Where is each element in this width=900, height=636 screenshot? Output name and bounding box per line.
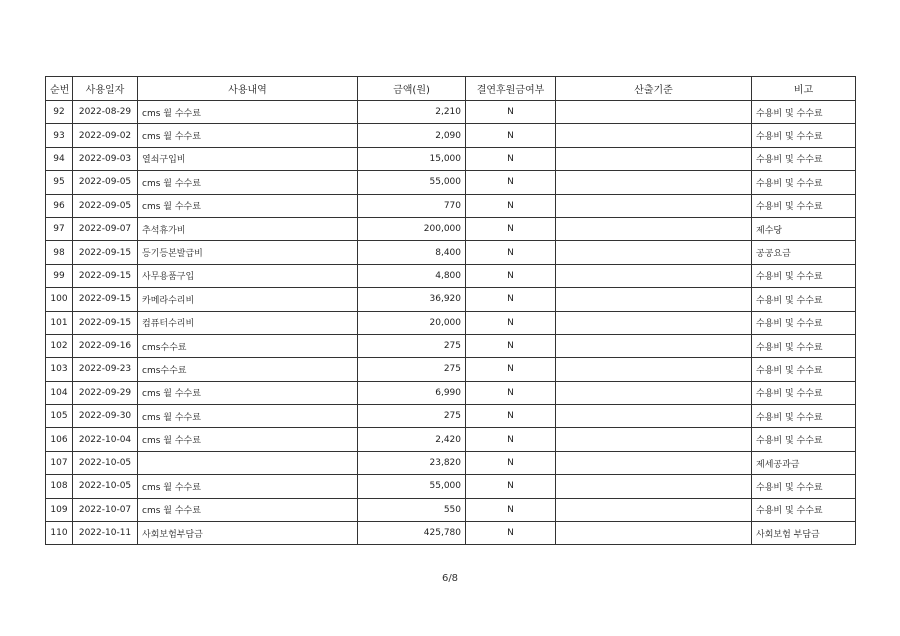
table-row: [46, 358, 856, 381]
row-basis: [556, 288, 752, 311]
row-number: 102: [46, 334, 73, 357]
row-basis: [556, 264, 752, 287]
row-number: 105: [46, 405, 73, 428]
row-sponsorship-flag: N: [466, 264, 556, 287]
row-note: 수용비 및 수수료: [752, 264, 856, 287]
row-date: 2022-10-05: [73, 475, 138, 498]
row-sponsorship-flag: N: [466, 405, 556, 428]
row-number: 106: [46, 428, 73, 451]
header-note: 비고: [752, 77, 856, 101]
row-description: cms 월 수수료: [138, 498, 358, 521]
row-note: 수용비 및 수수료: [752, 101, 856, 124]
row-sponsorship-flag: N: [466, 358, 556, 381]
row-sponsorship-flag: N: [466, 241, 556, 264]
table-row: [46, 124, 856, 147]
table-row: [46, 428, 856, 451]
row-description: [138, 451, 358, 474]
row-date: 2022-09-16: [73, 334, 138, 357]
row-sponsorship-flag: N: [466, 124, 556, 147]
row-number: 101: [46, 311, 73, 334]
row-date: 2022-10-04: [73, 428, 138, 451]
row-description: cms 월 수수료: [138, 194, 358, 217]
table-row: [46, 101, 856, 124]
row-amount: 550: [358, 498, 466, 521]
row-description: 컴퓨터수리비: [138, 311, 358, 334]
row-note: 수용비 및 수수료: [752, 358, 856, 381]
row-number: 109: [46, 498, 73, 521]
expense-table: [45, 76, 856, 545]
row-description: cms 월 수수료: [138, 405, 358, 428]
row-amount: 425,780: [358, 522, 466, 545]
row-note: 제수당: [752, 217, 856, 240]
row-basis: [556, 522, 752, 545]
row-number: 103: [46, 358, 73, 381]
row-description: 열쇠구입비: [138, 147, 358, 170]
row-basis: [556, 217, 752, 240]
row-basis: [556, 475, 752, 498]
row-basis: [556, 147, 752, 170]
row-basis: [556, 358, 752, 381]
table-row: [46, 241, 856, 264]
header-flag: 결연후원금여부: [466, 77, 556, 101]
row-date: 2022-09-15: [73, 264, 138, 287]
row-date: 2022-09-15: [73, 241, 138, 264]
row-number: 97: [46, 217, 73, 240]
header-amount: 금액(원): [358, 77, 466, 101]
row-note: 수용비 및 수수료: [752, 334, 856, 357]
row-note: 수용비 및 수수료: [752, 428, 856, 451]
row-sponsorship-flag: N: [466, 171, 556, 194]
row-date: 2022-09-07: [73, 217, 138, 240]
table-row: [46, 334, 856, 357]
row-sponsorship-flag: N: [466, 101, 556, 124]
header-date: 사용일자: [73, 77, 138, 101]
row-date: 2022-09-15: [73, 288, 138, 311]
row-number: 93: [46, 124, 73, 147]
row-number: 95: [46, 171, 73, 194]
table-body: [46, 101, 856, 545]
row-basis: [556, 101, 752, 124]
table-row: [46, 405, 856, 428]
row-number: 92: [46, 101, 73, 124]
row-number: 94: [46, 147, 73, 170]
row-sponsorship-flag: N: [466, 194, 556, 217]
row-note: 수용비 및 수수료: [752, 194, 856, 217]
row-sponsorship-flag: N: [466, 217, 556, 240]
row-description: 사무용품구입: [138, 264, 358, 287]
row-basis: [556, 171, 752, 194]
row-description: 사회보험부담금: [138, 522, 358, 545]
row-number: 96: [46, 194, 73, 217]
row-amount: 6,990: [358, 381, 466, 404]
page-number: 6/8: [441, 573, 459, 584]
row-description: cms 월 수수료: [138, 124, 358, 147]
row-amount: 8,400: [358, 241, 466, 264]
header-no: 순번: [46, 77, 73, 101]
row-number: 98: [46, 241, 73, 264]
row-basis: [556, 451, 752, 474]
row-description: cms 월 수수료: [138, 475, 358, 498]
table-row: [46, 194, 856, 217]
row-sponsorship-flag: N: [466, 428, 556, 451]
row-description: cms 월 수수료: [138, 381, 358, 404]
row-note: 제세공과금: [752, 451, 856, 474]
row-sponsorship-flag: N: [466, 498, 556, 521]
row-number: 99: [46, 264, 73, 287]
row-amount: 2,210: [358, 101, 466, 124]
row-amount: 55,000: [358, 475, 466, 498]
row-date: 2022-10-11: [73, 522, 138, 545]
row-note: 수용비 및 수수료: [752, 381, 856, 404]
row-amount: 20,000: [358, 311, 466, 334]
row-sponsorship-flag: N: [466, 311, 556, 334]
row-amount: 36,920: [358, 288, 466, 311]
row-number: 110: [46, 522, 73, 545]
table-row: [46, 171, 856, 194]
row-number: 104: [46, 381, 73, 404]
row-description: 추석휴가비: [138, 217, 358, 240]
row-description: cms수수료: [138, 358, 358, 381]
row-note: 수용비 및 수수료: [752, 475, 856, 498]
row-amount: 55,000: [358, 171, 466, 194]
row-amount: 4,800: [358, 264, 466, 287]
row-amount: 770: [358, 194, 466, 217]
header-desc: 사용내역: [138, 77, 358, 101]
row-sponsorship-flag: N: [466, 451, 556, 474]
row-basis: [556, 124, 752, 147]
row-number: 100: [46, 288, 73, 311]
row-amount: 2,420: [358, 428, 466, 451]
row-amount: 15,000: [358, 147, 466, 170]
row-sponsorship-flag: N: [466, 381, 556, 404]
table-row: [46, 264, 856, 287]
row-note: 수용비 및 수수료: [752, 405, 856, 428]
table-row: [46, 288, 856, 311]
row-sponsorship-flag: N: [466, 522, 556, 545]
row-description: cms 월 수수료: [138, 101, 358, 124]
row-description: cms수수료: [138, 334, 358, 357]
row-date: 2022-10-07: [73, 498, 138, 521]
row-description: cms 월 수수료: [138, 171, 358, 194]
row-sponsorship-flag: N: [466, 288, 556, 311]
table-row: [46, 451, 856, 474]
row-basis: [556, 498, 752, 521]
row-date: 2022-09-30: [73, 405, 138, 428]
row-date: 2022-09-15: [73, 311, 138, 334]
table-row: [46, 522, 856, 545]
header-basis: 산출기준: [556, 77, 752, 101]
row-date: 2022-08-29: [73, 101, 138, 124]
row-note: 사회보험 부담금: [752, 522, 856, 545]
row-basis: [556, 405, 752, 428]
row-basis: [556, 241, 752, 264]
row-number: 108: [46, 475, 73, 498]
table-row: [46, 217, 856, 240]
row-date: 2022-09-05: [73, 171, 138, 194]
row-amount: 23,820: [358, 451, 466, 474]
table-row: [46, 498, 856, 521]
row-note: 공공요금: [752, 241, 856, 264]
table-row: [46, 311, 856, 334]
row-note: 수용비 및 수수료: [752, 311, 856, 334]
row-date: 2022-09-05: [73, 194, 138, 217]
table-row: [46, 381, 856, 404]
row-description: 카메라수리비: [138, 288, 358, 311]
row-sponsorship-flag: N: [466, 475, 556, 498]
row-description: 등기등본발급비: [138, 241, 358, 264]
row-sponsorship-flag: N: [466, 147, 556, 170]
row-date: 2022-09-29: [73, 381, 138, 404]
row-amount: 200,000: [358, 217, 466, 240]
row-number: 107: [46, 451, 73, 474]
row-basis: [556, 381, 752, 404]
row-basis: [556, 428, 752, 451]
row-note: 수용비 및 수수료: [752, 147, 856, 170]
row-note: 수용비 및 수수료: [752, 171, 856, 194]
row-date: 2022-09-03: [73, 147, 138, 170]
row-note: 수용비 및 수수료: [752, 498, 856, 521]
row-date: 2022-09-02: [73, 124, 138, 147]
row-note: 수용비 및 수수료: [752, 124, 856, 147]
row-sponsorship-flag: N: [466, 334, 556, 357]
row-amount: 275: [358, 405, 466, 428]
row-basis: [556, 311, 752, 334]
row-amount: 275: [358, 334, 466, 357]
table-row: [46, 475, 856, 498]
row-description: cms 월 수수료: [138, 428, 358, 451]
row-date: 2022-10-05: [73, 451, 138, 474]
table-row: [46, 147, 856, 170]
row-amount: 2,090: [358, 124, 466, 147]
row-amount: 275: [358, 358, 466, 381]
row-basis: [556, 194, 752, 217]
row-date: 2022-09-23: [73, 358, 138, 381]
row-note: 수용비 및 수수료: [752, 288, 856, 311]
row-basis: [556, 334, 752, 357]
header-row: [46, 77, 856, 101]
